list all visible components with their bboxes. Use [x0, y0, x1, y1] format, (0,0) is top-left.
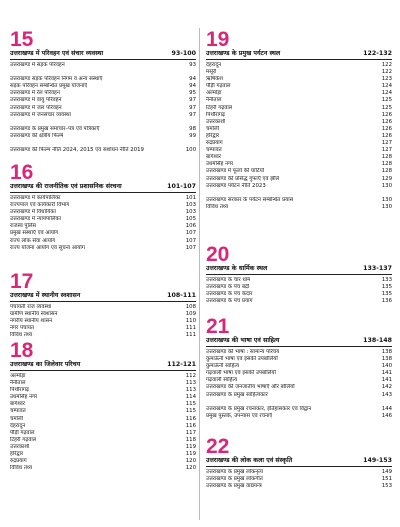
toc-entry-page: 140: [381, 363, 392, 370]
chapter-number: 20: [206, 243, 230, 266]
toc-entry[interactable]: [206, 298, 392, 305]
toc-entry[interactable]: [206, 168, 392, 175]
toc-entry-title: उत्तराखण्ड की भाषा : सामान्य परिचय: [206, 349, 280, 355]
toc-entry[interactable]: [10, 332, 196, 339]
toc-entry-page: 127: [381, 147, 392, 154]
toc-entry[interactable]: [10, 238, 196, 245]
toc-entry[interactable]: [10, 430, 196, 437]
toc-entry-title: हरिद्वार: [206, 132, 220, 139]
toc-entry-page: 122: [381, 69, 392, 76]
toc-entry-page: 151: [381, 476, 392, 483]
toc-entry-page: 124: [381, 83, 392, 90]
chapter-number: 22: [206, 435, 230, 458]
toc-entry-title: देहरादून: [10, 422, 26, 429]
toc-entry-title: अल्मोड़ा: [206, 90, 222, 97]
toc-entry-title: विविध तथ्य: [10, 465, 33, 472]
toc-entry-page: 130: [381, 182, 392, 189]
toc-entry-title: उत्तराखण्ड सड़क परिवहन निगम व अन्य संस्थाएँ: [10, 76, 103, 83]
chapter-heading: [206, 265, 392, 275]
toc-entry-page: 113: [185, 380, 196, 387]
toc-entry-page: 142: [381, 384, 392, 391]
toc-entry-title: पिथौरागढ़: [10, 387, 29, 394]
section-18: [10, 341, 196, 472]
toc-entry-page: 122: [381, 62, 392, 68]
section-21: [206, 317, 392, 420]
chapter-heading: [10, 183, 196, 193]
toc-entry-page: 130: [381, 203, 392, 210]
toc-entry-title: विविध तथ्य: [10, 332, 33, 339]
chapter-number: 17: [10, 270, 34, 293]
toc-entry-page: 110: [185, 318, 196, 325]
chapter-number: 18: [10, 339, 34, 362]
toc-entry[interactable]: [10, 458, 196, 465]
toc-entry-page: 119: [185, 443, 196, 450]
toc-entry[interactable]: [10, 373, 196, 380]
toc-entry-title: नगर पंचायत: [10, 325, 35, 332]
toc-entry[interactable]: [10, 105, 196, 112]
toc-entry-title: सड़क परिवहन सम्बन्धित प्रमुख योजनाएँ: [10, 83, 88, 90]
toc-entry-page: 138: [381, 349, 392, 355]
toc-entry-page: 127: [381, 140, 392, 147]
chapter-page-range: 112-121: [167, 361, 196, 368]
toc-entry[interactable]: [206, 392, 392, 399]
toc-entry[interactable]: [206, 112, 392, 119]
toc-entry-title: उत्तराखण्ड के प्रमुख लोकनृत्य: [206, 469, 263, 475]
section-20: [206, 245, 392, 305]
section-15: [10, 30, 196, 154]
toc-entry-title: चम्पावत: [206, 147, 222, 154]
section-22: [206, 437, 392, 490]
chapter-number: 15: [10, 28, 34, 51]
toc-entry[interactable]: [10, 112, 196, 119]
toc-entry[interactable]: [206, 204, 392, 211]
toc-entry[interactable]: [10, 401, 196, 408]
toc-entry-title: उत्तराखण्ड में विधायिका: [10, 209, 56, 216]
toc-entry[interactable]: [206, 277, 392, 284]
toc-entry-title: नगरीय स्थानीय शासन: [10, 318, 53, 325]
toc-entry-page: 130: [381, 196, 392, 203]
toc-entry-page: 98: [189, 125, 196, 132]
toc-entry[interactable]: [206, 190, 392, 204]
toc-entry-page: 103: [185, 209, 196, 216]
toc-entry[interactable]: [10, 202, 196, 209]
toc-entry-title: उत्तराखण्ड पर्यटन नीति 2023: [206, 182, 266, 189]
toc-entry[interactable]: [10, 230, 196, 237]
toc-entry-page: 126: [381, 125, 392, 132]
toc-entry-page: 126: [381, 111, 392, 118]
toc-entry[interactable]: [206, 90, 392, 97]
chapter-heading: [10, 50, 196, 60]
toc-entry[interactable]: [206, 154, 392, 161]
toc-entry-page: 100: [185, 147, 196, 154]
toc-entry-title: कुमाऊँनी भाषा एवं इसकी उपबोलियाँ: [206, 356, 278, 363]
toc-entry-page: 120: [185, 458, 196, 465]
toc-entry-title: विविध तथ्य: [206, 203, 229, 210]
chapter-page-range: 122-132: [363, 50, 392, 57]
toc-entry[interactable]: [206, 83, 392, 90]
toc-entry-page: 141: [381, 370, 392, 377]
toc-entry[interactable]: [206, 413, 392, 420]
toc-entry-title: उत्तराखण्ड के प्रमुख रचनाकार, इतिहासकार एवं विद्वान: [206, 405, 312, 412]
toc-entry[interactable]: [10, 318, 196, 325]
toc-entry-page: 123: [381, 76, 392, 83]
toc-entry-page: 107: [185, 237, 196, 244]
toc-entry[interactable]: [10, 223, 196, 230]
toc-entry-page: 93: [189, 62, 196, 68]
toc-entry-title: उत्तराखण्ड की जनजातीय भाषाएँ और बोलियाँ: [206, 384, 295, 391]
chapter-title[interactable]: उत्तराखण्ड में स्थानीय स्वशासन: [10, 292, 81, 299]
toc-entry[interactable]: [10, 437, 196, 444]
toc-entry-page: 114: [185, 394, 196, 401]
toc-entry[interactable]: [10, 387, 196, 394]
toc-entry-title: राज्य लोक सेवा आयोग: [10, 237, 56, 244]
toc-entry-page: 144: [381, 405, 392, 412]
toc-entry-page: 133: [381, 277, 392, 283]
column-divider: [199, 28, 200, 520]
toc-entry[interactable]: [10, 216, 196, 223]
toc-entry[interactable]: [10, 97, 196, 104]
toc-entry-title: पिथौरागढ़: [206, 111, 225, 118]
toc-entry-page: 126: [381, 118, 392, 125]
toc-entry-page: 101: [185, 195, 196, 201]
toc-entry-title: ग्रामीण स्थानीय स्वशासन: [10, 311, 58, 318]
toc-entry[interactable]: [206, 183, 392, 190]
toc-entry-title: देहरादून: [206, 62, 222, 68]
toc-entry-title: उत्तराखण्ड की फिल्म नीति 2024, 2015 एवं संशोधन नीति 2019: [10, 147, 144, 154]
toc-entry[interactable]: [10, 408, 196, 415]
toc-entry[interactable]: [10, 209, 196, 216]
toc-entry-page: 117: [185, 429, 196, 436]
toc-entry-title: नैनीताल: [206, 97, 222, 104]
toc-entry-page: 153: [381, 483, 392, 490]
chapter-title[interactable]: उत्तराखण्ड में परिवहन एवं संचार व्यवस्था: [10, 50, 104, 57]
toc-entry[interactable]: [206, 284, 392, 291]
toc-entry[interactable]: [206, 349, 392, 356]
chapter-number: 21: [206, 315, 230, 338]
toc-entry-page: 115: [185, 408, 196, 415]
toc-entry-title: उत्तराखण्ड के प्रमुख साहित्यकार: [206, 391, 268, 398]
toc-entry[interactable]: [206, 76, 392, 83]
toc-entry-title: उत्तराखण्ड के प्रमुख समाचार–पत्र एवं पत्रिकाएँ: [10, 125, 100, 132]
toc-entry-page: 97: [189, 111, 196, 118]
toc-entry[interactable]: [206, 356, 392, 363]
toc-entry-page: 146: [381, 412, 392, 419]
toc-entry[interactable]: [206, 69, 392, 76]
toc-entry-title: चम्पावत: [10, 408, 26, 415]
chapter-title[interactable]: उत्तराखण्ड की राजनीतिक एवं प्रशासनिक संरचना: [10, 183, 122, 190]
toc-entry-page: 108: [185, 304, 196, 310]
toc-entry-title: मसूरी: [206, 69, 217, 76]
toc-entry[interactable]: [10, 245, 196, 252]
toc-entry[interactable]: [10, 444, 196, 451]
toc-entry-page: 135: [381, 284, 392, 291]
chapter-heading: [206, 457, 392, 467]
toc-entry-title: अल्मोड़ा: [10, 373, 26, 379]
toc-entry-title: टिहरी गढ़वाल: [206, 104, 233, 111]
toc-entry-title: गढ़वाली साहित्य: [206, 377, 238, 384]
toc-entry-title: उत्तराखण्ड की क्षेत्रीय फिल्में: [10, 132, 64, 139]
toc-entry[interactable]: [206, 176, 392, 183]
toc-entry-title: चमोली: [206, 125, 220, 132]
chapter-title[interactable]: उत्तराखण्ड की लोक कला एवं संस्कृति: [206, 457, 293, 464]
toc-entry-title: टिहरी गढ़वाल: [10, 436, 37, 443]
chapter-heading: [10, 292, 196, 302]
toc-entry-page: 116: [185, 422, 196, 429]
toc-entry-title: पंचायती राज व्यवस्था: [10, 304, 52, 310]
chapter-heading: [206, 337, 392, 347]
toc-entry-page: 128: [381, 168, 392, 175]
toc-entry[interactable]: [10, 140, 196, 154]
toc-entry-page: 106: [185, 223, 196, 230]
toc-entry-page: 149: [381, 469, 392, 475]
toc-entry[interactable]: [10, 311, 196, 318]
toc-entry[interactable]: [206, 126, 392, 133]
chapter-page-range: 138-148: [363, 337, 392, 344]
toc-entry-page: 94: [189, 76, 196, 83]
toc-entry-title: बागेश्वर: [10, 401, 26, 408]
toc-entry-page: 135: [381, 291, 392, 298]
toc-entry-page: 120: [185, 465, 196, 472]
toc-entry[interactable]: [206, 399, 392, 413]
chapter-number: 16: [10, 161, 34, 184]
toc-entry-title: रुद्रप्रयाग: [206, 140, 223, 147]
toc-entry[interactable]: [10, 416, 196, 423]
toc-entry-page: 141: [381, 377, 392, 384]
toc-entry-title: चमोली: [10, 415, 24, 422]
toc-entry[interactable]: [10, 90, 196, 97]
toc-entry-page: 109: [185, 311, 196, 318]
toc-entry[interactable]: [206, 140, 392, 147]
toc-entry-page: 119: [185, 451, 196, 458]
toc-entry[interactable]: [10, 304, 196, 311]
toc-entry-title: राज्यपाल एवं कार्यकारी विभाग: [10, 202, 70, 209]
chapter-title[interactable]: उत्तराखण्ड की भाषा एवं साहित्य: [206, 337, 280, 344]
toc-entry[interactable]: [10, 465, 196, 472]
chapter-page-range: 149-153: [363, 457, 392, 464]
toc-entry[interactable]: [206, 161, 392, 168]
toc-entry-title: उत्तराखण्ड के पंच प्रयाग: [206, 298, 253, 305]
toc-entry-title: रुद्रप्रयाग: [10, 458, 27, 465]
toc-entry-title: उत्तराखण्ड में फूलों की घाटियाँ: [206, 168, 265, 175]
toc-entry-title: उत्तराखण्ड में जल परिवहन: [10, 104, 62, 111]
toc-entry-title: उत्तरकाशी: [206, 118, 226, 125]
toc-entry-page: 112: [185, 373, 196, 379]
toc-entry-page: 125: [381, 104, 392, 111]
toc-entry-title: उधमसिंह नगर: [206, 161, 234, 168]
toc-entry[interactable]: [206, 377, 392, 384]
toc-entry-page: 143: [381, 391, 392, 398]
toc-entry-title: राज्य योजना आयोग एवं सूचना आयोग: [10, 244, 85, 251]
toc-entry-title: पौड़ी गढ़वाल: [206, 83, 231, 90]
toc-entry-page: 126: [381, 132, 392, 139]
toc-entry-title: प्रमुख संस्थाएँ एवं आयोग: [10, 230, 59, 237]
toc-entry-page: 125: [381, 97, 392, 104]
toc-entry-page: 103: [185, 202, 196, 209]
chapter-title[interactable]: उत्तराखण्ड के धार्मिक स्थल: [206, 265, 268, 272]
toc-entry[interactable]: [206, 119, 392, 126]
toc-entry-title: ऋषिकेश: [206, 76, 223, 83]
toc-entry[interactable]: [206, 370, 392, 377]
toc-entry-title: उत्तरकाशी: [10, 443, 30, 450]
toc-entry-title: उत्तराखण्ड के प्रमुख वाद्ययन्त्र: [206, 483, 262, 490]
toc-entry-title: बागेश्वर: [206, 154, 222, 161]
toc-entry-page: 129: [381, 175, 392, 182]
toc-entry-title: कुमाऊँनी साहित्य: [206, 363, 240, 370]
toc-entry-page: 94: [189, 83, 196, 90]
toc-entry-page: 97: [189, 97, 196, 104]
toc-entry-title: हरिद्वार: [10, 451, 24, 458]
toc-entry-title: उत्तराखण्ड के पंच बद्री: [206, 284, 250, 291]
toc-entry[interactable]: [206, 469, 392, 476]
chapter-heading: [10, 361, 196, 371]
toc-entry-title: उत्तराखण्ड के चार धाम: [206, 277, 251, 283]
toc-entry[interactable]: [10, 380, 196, 387]
toc-entry-page: 111: [185, 332, 196, 339]
toc-entry-title: प्रमुख पुस्तकें, उपन्यास एवं रचनाएँ: [206, 412, 273, 419]
toc-entry[interactable]: [10, 119, 196, 133]
toc-entry-page: 111: [185, 325, 196, 332]
toc-entry-title: उत्तराखण्ड की प्रसिद्ध गुफाएँ एवं झीलें: [206, 175, 280, 182]
toc-entry-page: 113: [185, 387, 196, 394]
toc-entry-page: 128: [381, 154, 392, 161]
toc-entry-page: 99: [189, 132, 196, 139]
toc-entry-title: नैनीताल: [10, 380, 26, 387]
toc-entry-title: उत्तराखण्ड में कार्यपालिका: [10, 195, 61, 201]
toc-entry-page: 124: [381, 90, 392, 97]
toc-entry-page: 105: [185, 216, 196, 223]
toc-entry-title: उत्तराखण्ड सरकार के पर्यटन सम्बन्धित प्रयास: [206, 196, 294, 203]
toc-entry-title: उत्तराखण्ड में जनसंचार व्यवस्था: [10, 111, 71, 118]
chapter-title[interactable]: उत्तराखण्ड का जिलेवार परिचय: [10, 361, 81, 368]
toc-entry[interactable]: [10, 62, 196, 69]
toc-entry-title: उत्तराखण्ड में सड़क परिवहन: [10, 62, 65, 68]
toc-entry[interactable]: [206, 483, 392, 490]
toc-entry[interactable]: [10, 133, 196, 140]
toc-entry-page: 136: [381, 298, 392, 305]
toc-entry-title: राजस्व पुलिस: [10, 223, 37, 230]
toc-entry[interactable]: [10, 423, 196, 430]
toc-entry[interactable]: [206, 97, 392, 104]
chapter-heading: [206, 50, 392, 60]
toc-entry[interactable]: [10, 451, 196, 458]
toc-entry[interactable]: [10, 394, 196, 401]
toc-entry-page: 138: [381, 356, 392, 363]
toc-entry[interactable]: [206, 384, 392, 391]
toc-entry-title: उत्तराखण्ड में रेल परिवहन: [10, 90, 60, 97]
toc-entry[interactable]: [10, 195, 196, 202]
section-16: [10, 163, 196, 252]
toc-entry[interactable]: [206, 291, 392, 298]
chapter-number: 19: [206, 28, 230, 51]
toc-entry-page: 107: [185, 244, 196, 251]
chapter-page-range: 133-137: [363, 265, 392, 272]
toc-entry-page: 107: [185, 230, 196, 237]
toc-entry-page: 95: [189, 90, 196, 97]
toc-entry[interactable]: [206, 133, 392, 140]
section-17: [10, 272, 196, 339]
toc-entry-title: उत्तराखण्ड के पंच केदार: [206, 291, 253, 298]
section-19: [206, 30, 392, 211]
toc-entry-title: गढ़वाली भाषा एवं इसकी उपबोलियाँ: [206, 370, 276, 377]
toc-entry[interactable]: [10, 69, 196, 83]
chapter-page-range: 101-107: [167, 183, 196, 190]
toc-entry-title: उत्तराखण्ड के प्रमुख लोकगीत: [206, 476, 263, 483]
toc-entry[interactable]: [206, 105, 392, 112]
chapter-page-range: 93-100: [171, 50, 196, 57]
toc-entry-title: उत्तराखण्ड में वायु परिवहन: [10, 97, 62, 104]
toc-entry[interactable]: [206, 62, 392, 69]
toc-entry[interactable]: [206, 363, 392, 370]
toc-entry-page: 128: [381, 161, 392, 168]
toc-entry-page: 116: [185, 415, 196, 422]
toc-entry[interactable]: [10, 325, 196, 332]
chapter-page-range: 108-111: [167, 292, 196, 299]
toc-entry-title: पौड़ी गढ़वाल: [10, 429, 35, 436]
toc-entry-page: 115: [185, 401, 196, 408]
toc-entry-title: उधमसिंह नगर: [10, 394, 38, 401]
chapter-title[interactable]: उत्तराखण्ड के प्रमुख पर्यटन स्थल: [206, 50, 281, 57]
toc-entry[interactable]: [206, 476, 392, 483]
toc-entry-title: उत्तराखण्ड में न्यायपालिका: [10, 216, 62, 223]
toc-entry[interactable]: [206, 147, 392, 154]
toc-entry[interactable]: [10, 83, 196, 90]
toc-entry-page: 97: [189, 104, 196, 111]
toc-entry-page: 118: [185, 436, 196, 443]
